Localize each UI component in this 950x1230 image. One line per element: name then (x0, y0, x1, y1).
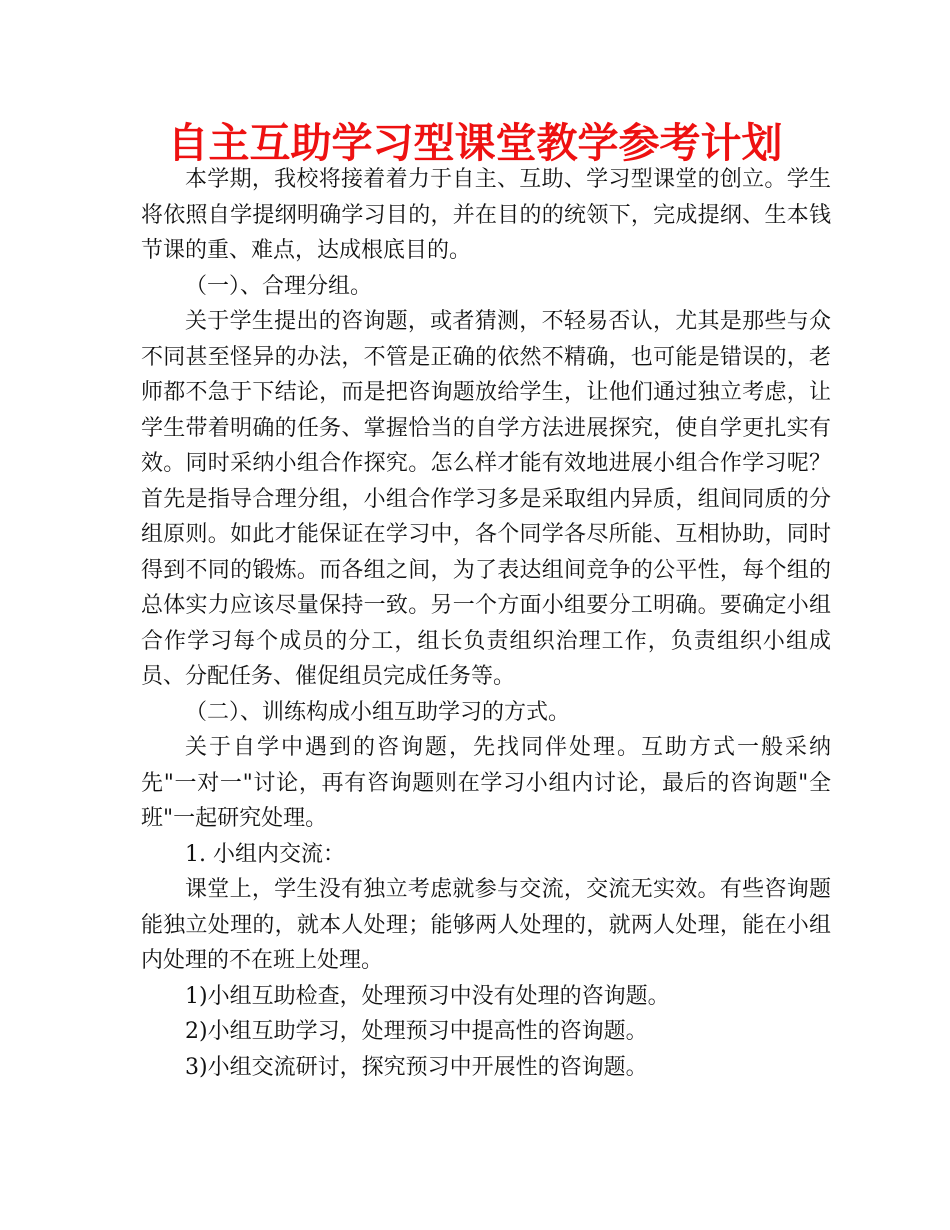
document-body (141, 162, 831, 1085)
paragraph-mutual-help: 关于自学中遇到的咨询题，先找同伴处理。互助方式一般采纳先"一对一"讨论，再有咨询题则在学习小组内讨论，最后的咨询题"全班"一起研究处理。 (141, 735, 831, 831)
paragraph-group-exchange: 课堂上，学生没有独立考虑就参与交流，交流无实效。有些咨询题能独立处理的，就本人处理；能够两人处理的，就两人处理，能在小组内处理的不在班上处理。 (141, 877, 831, 973)
list-item: 2)小组互助学习，处理预习中提高性的咨询题。 (185, 1019, 648, 1044)
paragraph-grouping: 关于学生提出的咨询题，或者猜测，不轻易否认，尤其是那些与众不同甚至怪异的办法，不管是正确的依然不精确，也可能是错误的，老师都不急于下结论，而是把咨询题放给学生，让他们通过独立考虑，让学生带着明确的任务、掌握恰当的自学方法进展探究，使自学更扎实有效。同时采纳小组合作探究。怎么样才能有效地进展小组合作学习呢？首先是指导合理分组，小组合作学习多是采取组内异质，组间同质的分组原则。如此才能保证在学习中，各个同学各尽所能、互相协助，同时得到不同的锻炼。而各组之间，为了表达组间竞争的公平性，每个组的总体实力应该尽量保持一致。另一个方面小组要分工明确。要确定小组合作学习每个成员的分工，组长负责组织治理工作，负责组织小组成员、分配任务、催促组员完成任务等。 (141, 309, 831, 689)
section-heading-mutual-help: （二）、训练构成小组互助学习的方式。 (185, 699, 571, 725)
list-item: 3)小组交流研讨，探究预习中开展性的咨询题。 (185, 1054, 648, 1080)
paragraph-intro: 本学期，我校将接着着力于自主、互助、学习型课堂的创立。学生将依照自学提纲明确学习目的，并在目的的统领下，完成提纲、生本钱节课的重、难点，达成根底目的。 (141, 167, 831, 263)
section-heading-grouping: （一）、合理分组。 (185, 273, 373, 299)
document-title: 自主互助学习型课堂教学参考计划 (167, 119, 783, 167)
list-item: 1)小组互助检查，处理预习中没有处理的咨询题。 (185, 983, 670, 1009)
subheading-group-exchange: 1. 小组内交流： (185, 841, 345, 867)
